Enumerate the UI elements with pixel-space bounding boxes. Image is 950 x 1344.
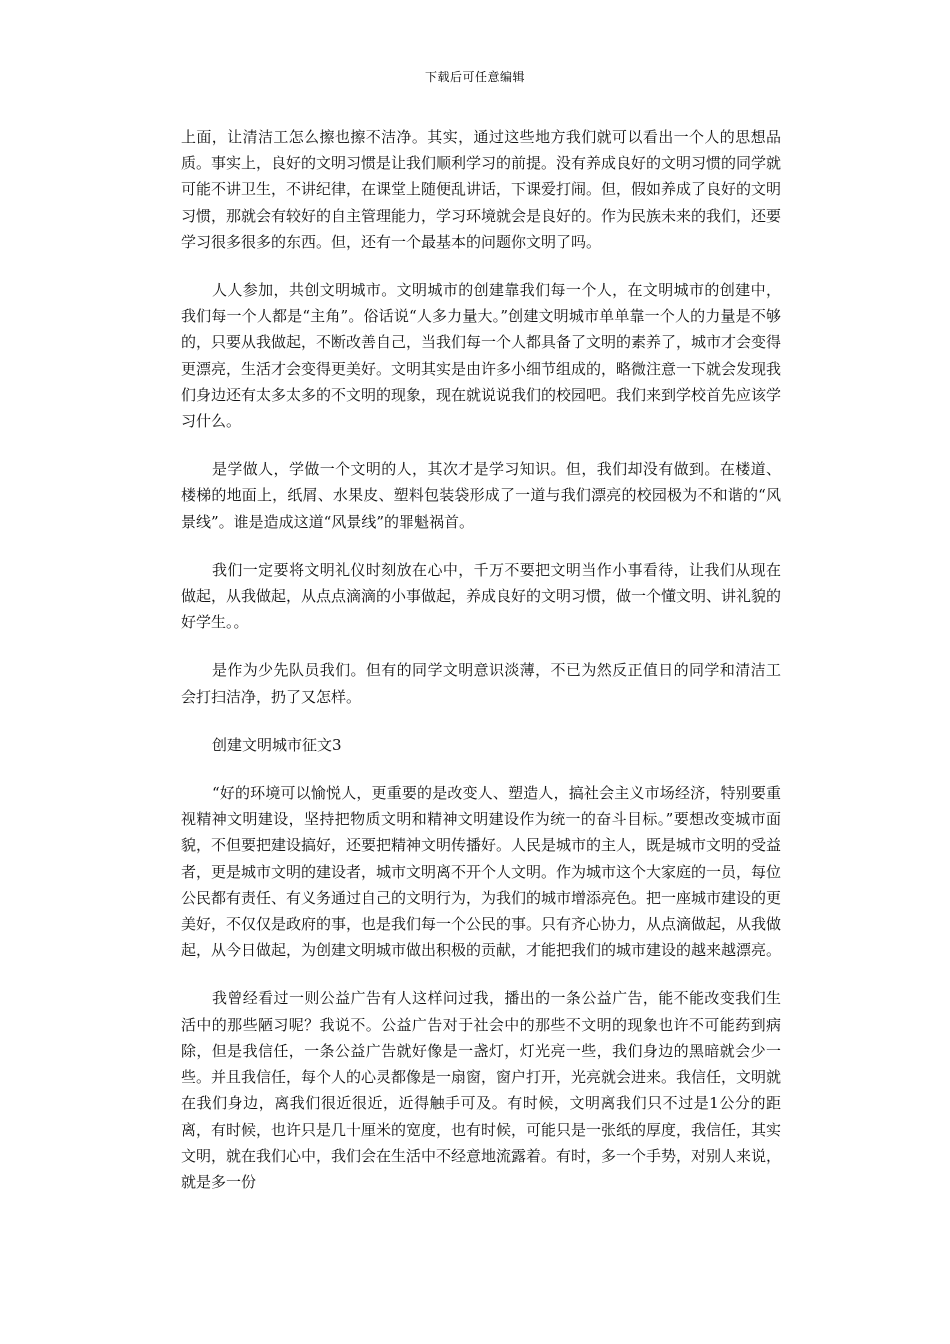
paragraph: 上面，让清洁工怎么擦也擦不洁净。其实，通过这些地方我们就可以看出一个人的思想品质。事实上，良好的文明习惯是让我们顺利学习的前提。没有养成良好的文明习惯的同学就可能不讲卫生，不讲纪律，在课堂上随便乱讲话，下课爱打闹。但，假如养成了良好的文明习惯，那就会有较好的自主管理能力，学习环境就会是良好的。作为民族未来的我们，还要学习很多很多的东西。但，还有一个最基本的问题你文明了吗。 <box>181 128 782 251</box>
paragraph: 是作为少先队员我们。但有的同学文明意识淡薄，不已为然反正值日的同学和清洁工会打扫洁净，扔了又怎样。 <box>181 661 781 706</box>
paragraph: 是学做人，学做一个文明的人，其次才是学习知识。但，我们却没有做到。在楼道、楼梯的地面上，纸屑、水果皮、塑料包装袋形成了一道与我们漂亮的校园极为不和谐的“风景线”。谁是造成这道“风景线”的罪魁祸首。 <box>181 460 781 531</box>
paragraph: 人人参加，共创文明城市。文明城市的创建靠我们每一个人，在文明城市的创建中，我们每一个人都是“主角”。俗话说“人多力量大。”创建文明城市单单靠一个人的力量是不够的，只要从我做起，不断改善自己，当我们每一个人都具备了文明的素养了，城市才会变得更漂亮，生活才会变得更美好。文明其实是由许多小细节组成的，略微注意一下就会发现我们身边还有太多太多的不文明的现象，现在就说说我们的校园吧。我们来到学校首先应该学习什么。 <box>181 281 782 431</box>
section-heading: 创建文明城市征文3 <box>212 735 342 754</box>
paragraph: “好的环境可以愉悦人，更重要的是改变人、塑造人，搞社会主义市场经济，特别要重视精神文明建设，坚持把物质文明和精神文明建设作为统一的奋斗目标。”要想改变城市面貌，不但要把建设搞好，还要把精神文明传播好。人民是城市的主人，既是城市文明的受益者，更是城市文明的建设者，城市文明离不开个人文明。作为城市这个大家庭的一员，每位公民都有责任、有义务通过自己的文明行为，为我们的城市增添亮色。把一座城市建设的更美好，不仅仅是政府的事，也是我们每一个公民的事。只有齐心协力，从点滴做起，从我做起，从今日做起，为创建文明城市做出积极的贡献，才能把我们的城市建设的越来越漂亮。 <box>181 784 782 960</box>
document-body <box>181 124 781 1217</box>
page-header: 下载后可任意编辑 <box>424 70 525 84</box>
paragraph: 我们一定要将文明礼仪时刻放在心中，千万不要把文明当作小事看待，让我们从现在做起，从我做起，从点点滴滴的小事做起，养成良好的文明习惯，做一个懂文明、讲礼貌的好学生。。 <box>181 560 782 632</box>
paragraph: 我曾经看过一则公益广告有人这样问过我，播出的一条公益广告，能不能改变我们生活中的那些陋习呢？我说不。公益广告对于社会中的那些不文明的现象也许不可能药到病除，但是我信任，一条公益广告就好像是一盏灯，灯光亮一些，我们身边的黑暗就会少一些。并且我信任，每个人的心灵都像是一扇窗，窗户打开，光亮就会进来。我信任，文明就在我们身边，离我们很近很近，近得触手可及。有时候，文明离我们只不过是1公分的距离，有时候，也许只是几十厘米的宽度，也有时候，可能只是一张纸的厚度，我信任，其实文明，就在我们心中，我们会在生活中不经意地流露着。有时，多一个手势，对别人来说，就是多一份 <box>181 989 782 1191</box>
